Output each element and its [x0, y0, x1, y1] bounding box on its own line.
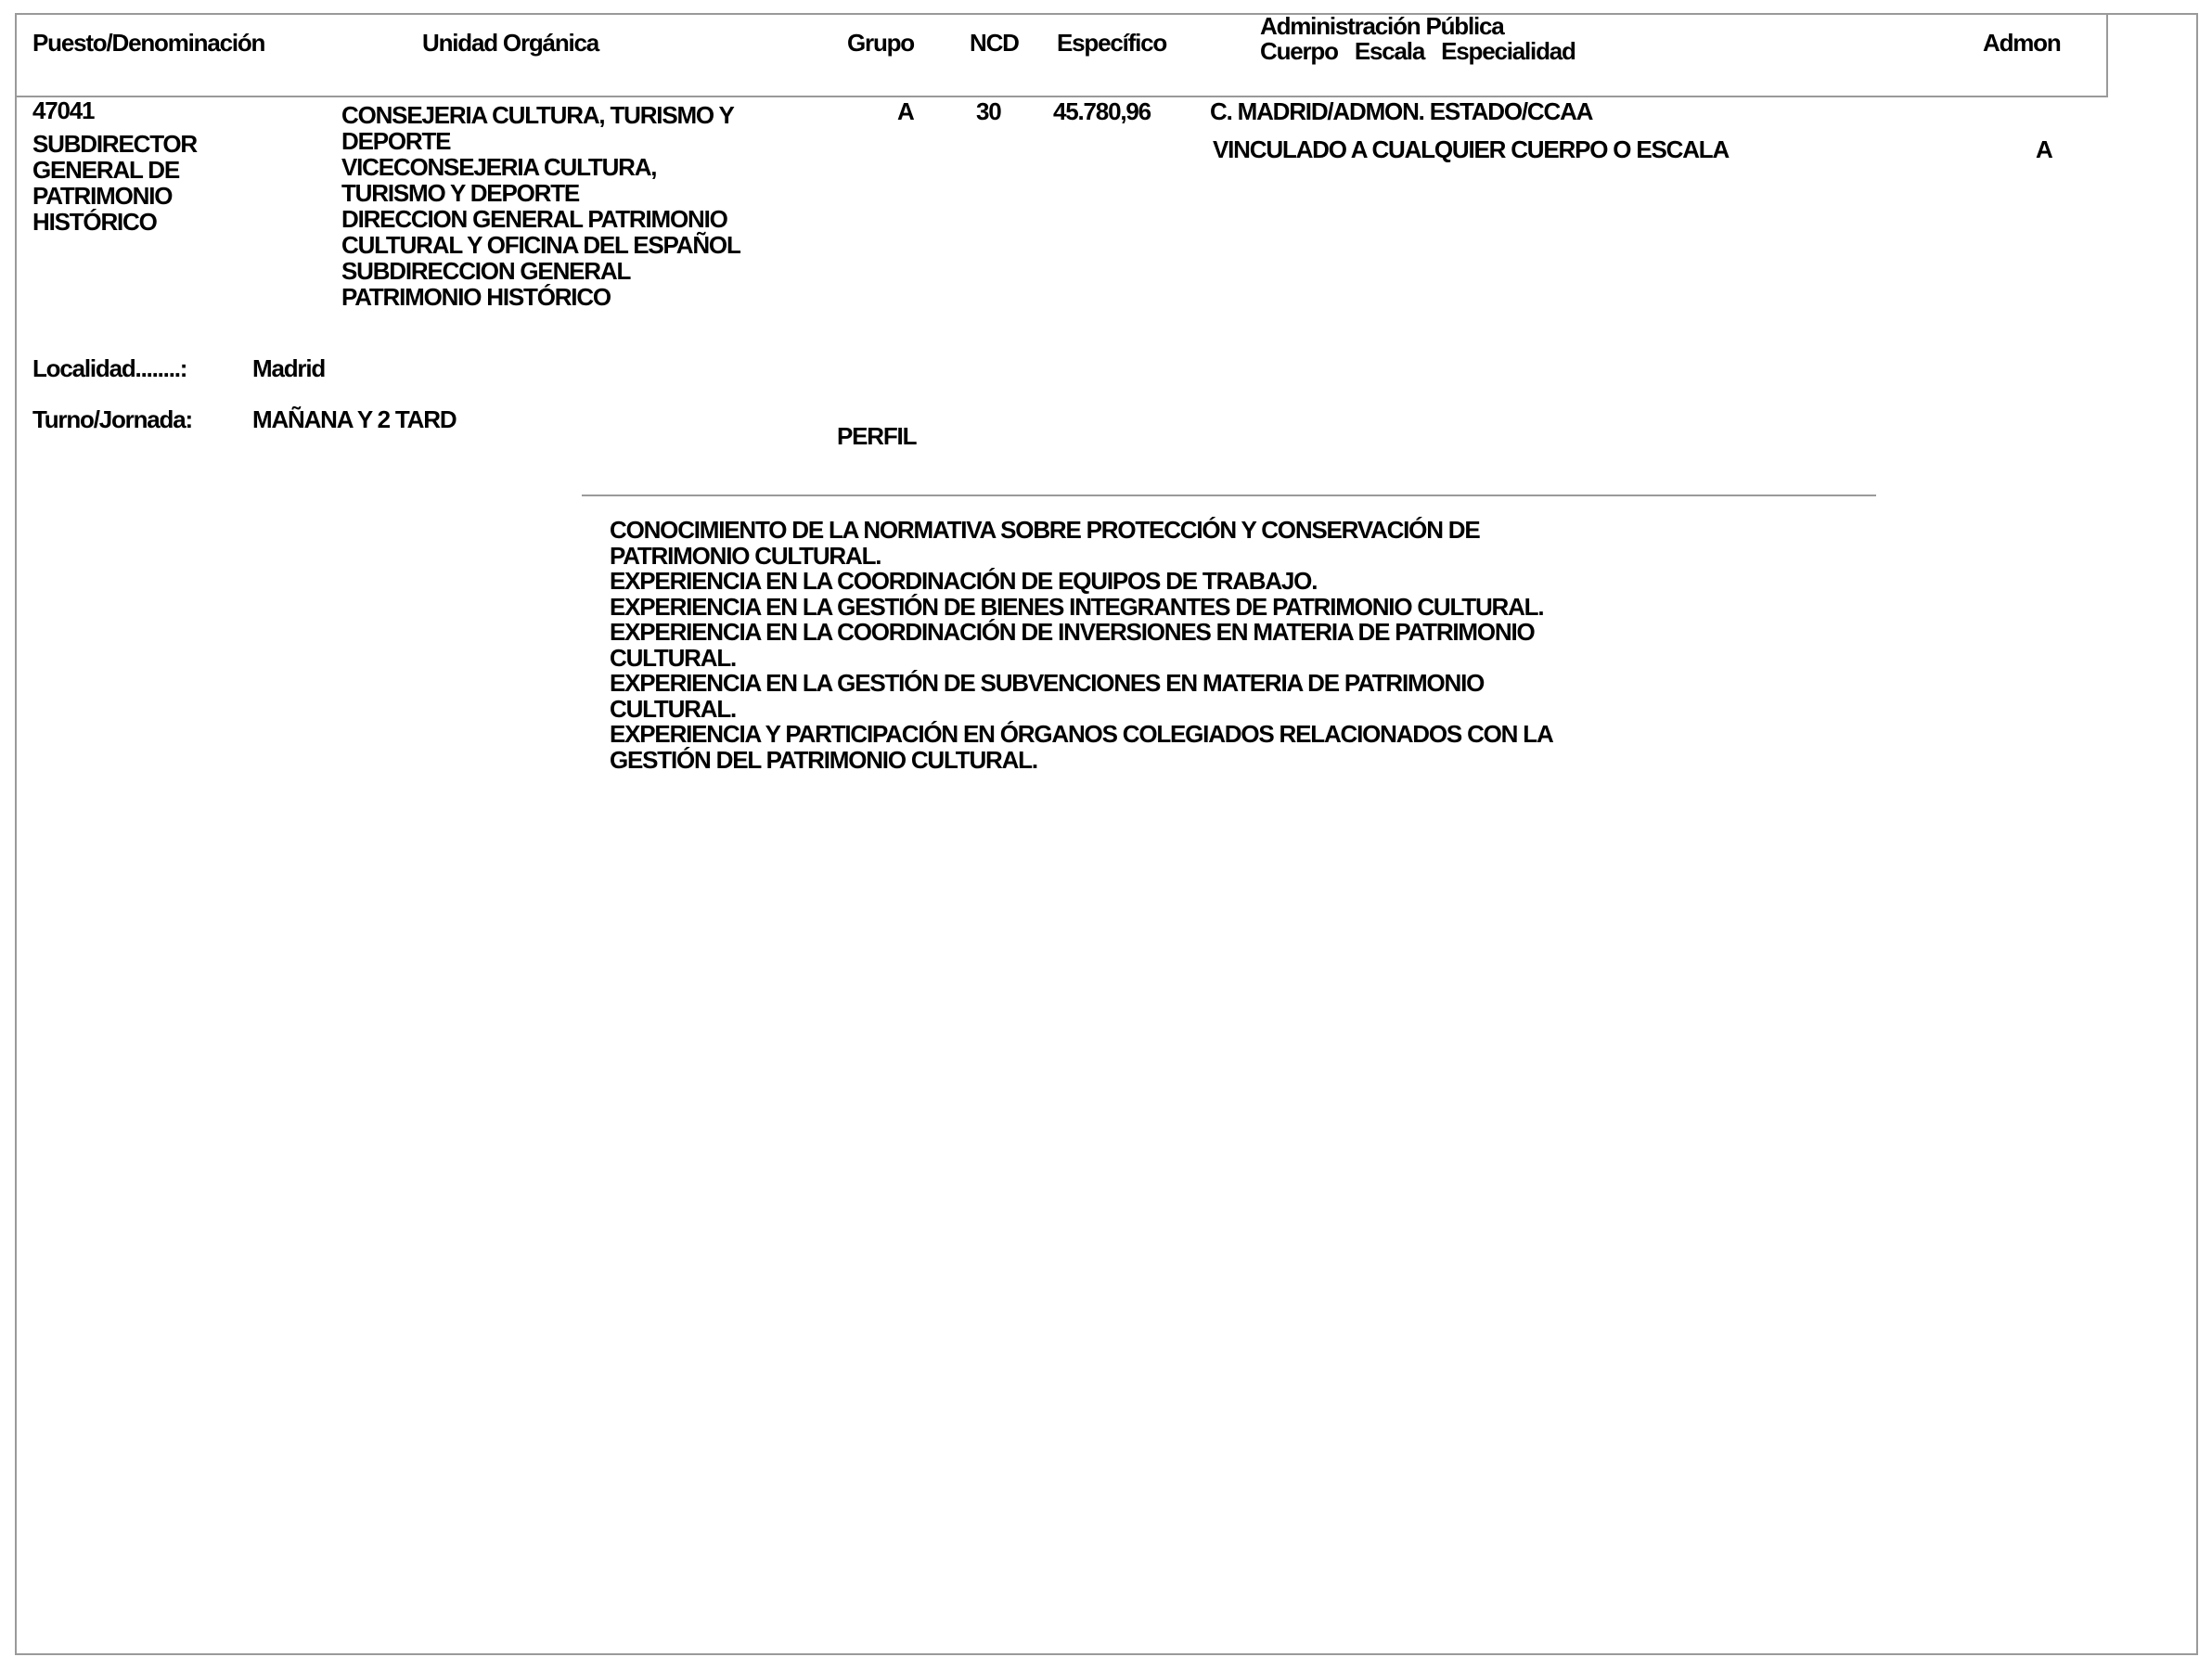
perfil-line: GESTIÓN DEL PATRIMONIO CULTURAL.: [610, 745, 1037, 774]
unidad-line: VICECONSEJERIA CULTURA,: [341, 153, 657, 181]
admon-value: A: [2036, 135, 2052, 163]
unidad-organica: [341, 102, 740, 310]
perfil-label: PERFIL: [837, 422, 917, 450]
header-ncd: NCD: [970, 29, 1019, 57]
perfil-line: PATRIMONIO CULTURAL.: [610, 541, 881, 570]
turno-label: Turno/Jornada:: [32, 405, 192, 433]
perfil-line: EXPERIENCIA EN LA GESTIÓN DE BIENES INTEGRANTES DE PATRIMONIO CULTURAL.: [610, 592, 1544, 621]
denominacion-line: HISTÓRICO: [32, 208, 157, 236]
header-puesto: Puesto/Denominación: [32, 29, 265, 57]
localidad-value: Madrid: [252, 354, 326, 382]
unidad-line: TURISMO Y DEPORTE: [341, 179, 580, 207]
perfil-line: EXPERIENCIA EN LA COORDINACIÓN DE EQUIPOS DE TRABAJO.: [610, 567, 1318, 595]
denominacion: [32, 131, 197, 235]
grupo-value: A: [897, 97, 914, 125]
puesto-code: 47041: [32, 96, 95, 124]
unidad-line: CONSEJERIA CULTURA, TURISMO Y: [341, 101, 734, 129]
perfil-line: EXPERIENCIA EN LA GESTIÓN DE SUBVENCIONES EN MATERIA DE PATRIMONIO: [610, 669, 1485, 697]
header-admon: Admon: [1983, 29, 2061, 57]
header-admin-line1: Administración Pública: [1260, 12, 1504, 40]
especifico-value: 45.780,96: [1053, 97, 1151, 125]
perfil-line: CULTURAL.: [610, 694, 737, 723]
header-unidad: Unidad Orgánica: [422, 29, 599, 57]
unidad-line: CULTURAL Y OFICINA DEL ESPAÑOL: [341, 231, 740, 259]
header-especifico: Específico: [1057, 29, 1167, 57]
denominacion-line: PATRIMONIO: [32, 182, 173, 210]
cuerpo-value: VINCULADO A CUALQUIER CUERPO O ESCALA: [1213, 135, 1730, 163]
unidad-line: PATRIMONIO HISTÓRICO: [341, 283, 611, 311]
perfil-line: EXPERIENCIA Y PARTICIPACIÓN EN ÓRGANOS COLEGIADOS RELACIONADOS CON LA: [610, 720, 1553, 748]
perfil-line: CONOCIMIENTO DE LA NORMATIVA SOBRE PROTECCIÓN Y CONSERVACIÓN DE: [610, 516, 1480, 544]
perfil-text: [610, 518, 1553, 773]
header-grupo: Grupo: [847, 29, 914, 57]
unidad-line: DEPORTE: [341, 127, 451, 155]
administracion-value: C. MADRID/ADMON. ESTADO/CCAA: [1210, 97, 1593, 125]
perfil-divider: [582, 495, 1876, 496]
header-admin-line2: Cuerpo Escala Especialidad: [1260, 37, 1575, 65]
denominacion-line: GENERAL DE: [32, 156, 179, 184]
perfil-line: EXPERIENCIA EN LA COORDINACIÓN DE INVERSIONES EN MATERIA DE PATRIMONIO: [610, 618, 1535, 646]
unidad-line: SUBDIRECCION GENERAL: [341, 257, 631, 285]
perfil-line: CULTURAL.: [610, 643, 737, 672]
unidad-line: DIRECCION GENERAL PATRIMONIO: [341, 205, 727, 233]
localidad-label: Localidad........:: [32, 354, 187, 382]
ncd-value: 30: [976, 97, 1001, 125]
denominacion-line: SUBDIRECTOR: [32, 130, 198, 158]
turno-value: MAÑANA Y 2 TARD: [252, 405, 457, 433]
